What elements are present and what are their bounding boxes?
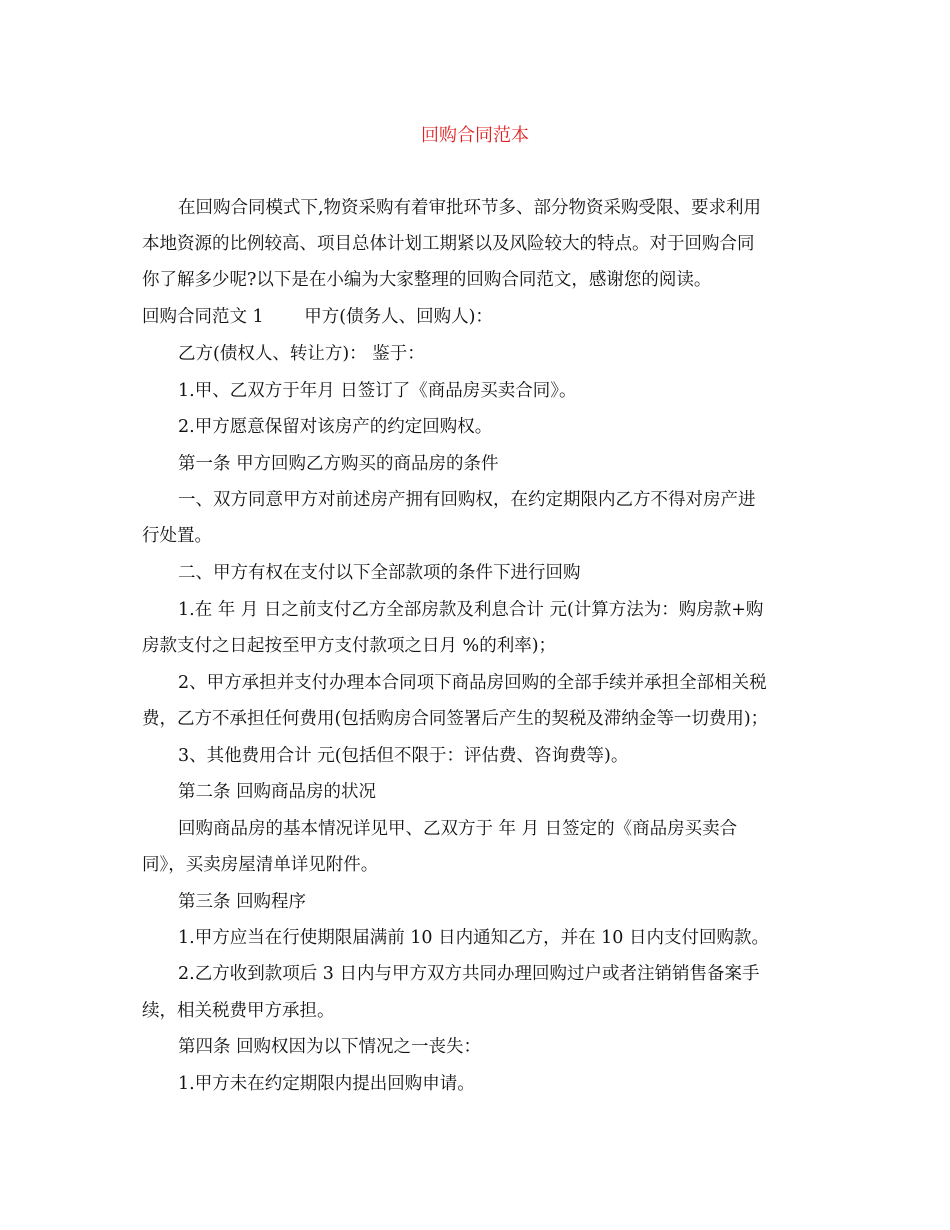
paragraph-line: 房款支付之日起按至甲方支付款项之日月 %的利率)；: [142, 636, 557, 656]
paragraph-line: 2.乙方收到款项后 3 日内与甲方双方共同办理回购过户或者注销销售备案手: [178, 964, 760, 984]
paragraph-line: 行处置。: [142, 526, 212, 546]
paragraph-line: 1.甲方未在约定期限内提出回购申请。: [178, 1074, 475, 1094]
paragraph-line: 同》，买卖房屋清单详见附件。: [142, 855, 379, 875]
paragraph-line: 你了解多少呢?以下是在小编为大家整理的回购合同范文，感谢您的阅读。: [142, 270, 712, 290]
document-title: 回购合同范本: [421, 125, 529, 146]
paragraph-line: 1.甲方应当在行使期限届满前 10 日内通知乙方，并在 10 日内支付回购款。: [178, 928, 769, 948]
paragraph-line: 2.甲方愿意保留对该房产的约定回购权。: [178, 417, 493, 437]
paragraph-line: 在回购合同模式下,物资采购有着审批环节多、部分物资采购受限、要求利用: [178, 198, 762, 218]
section-heading: 第二条 回购商品房的状况: [178, 782, 377, 802]
paragraph-line: 二、甲方有权在支付以下全部款项的条件下进行回购: [178, 563, 581, 583]
paragraph-line: 回购商品房的基本情况详见甲、乙双方于 年 月 日签定的《商品房买卖合: [178, 819, 738, 839]
paragraph-line: 回购合同范文 1 甲方(债务人、回购人)：: [142, 307, 493, 327]
section-heading: 第一条 甲方回购乙方购买的商品房的条件: [178, 454, 499, 474]
section-heading: 第三条 回购程序: [178, 892, 307, 912]
section-heading: 第四条 回购权因为以下情况之一丧失：: [178, 1037, 482, 1057]
paragraph-line: 本地资源的比例较高、项目总体计划工期紧以及风险较大的特点。对于回购合同: [142, 234, 755, 254]
paragraph-line: 费，乙方不承担任何费用(包括购房合同签署后产生的契税及滞纳金等一切费用)；: [142, 709, 769, 729]
paragraph-line: 1.在 年 月 日之前支付乙方全部房款及利息合计 元(计算方法为：购房款+购: [178, 600, 764, 620]
paragraph-line: 1.甲、乙双方于年月 日签订了《商品房买卖合同》。: [178, 381, 577, 401]
paragraph-line: 2、甲方承担并支付办理本合同项下商品房回购的全部手续并承担全部相关税: [178, 673, 767, 693]
paragraph-line: 3、其他费用合计 元(包括但不限于：评估费、咨询费等)。: [178, 746, 629, 766]
paragraph-line: 乙方(债权人、转让方)： 鉴于：: [178, 344, 425, 364]
paragraph-line: 续，相关税费甲方承担。: [142, 1001, 335, 1021]
paragraph-line: 一、双方同意甲方对前述房产拥有回购权，在约定期限内乙方不得对房产进: [178, 490, 756, 510]
